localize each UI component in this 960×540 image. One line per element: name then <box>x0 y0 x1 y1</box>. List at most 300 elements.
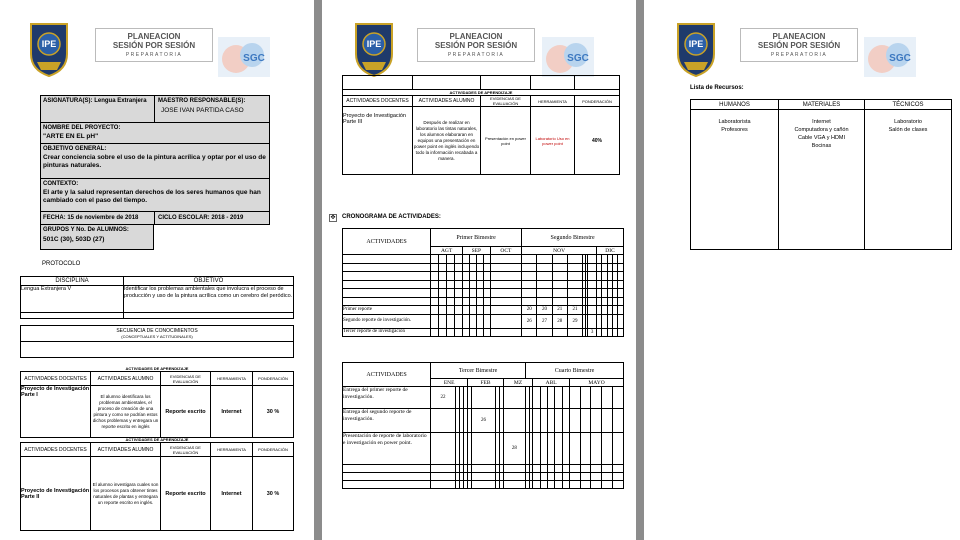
secuencia-table <box>20 325 294 358</box>
humanos-item: Profesores <box>721 127 748 133</box>
recursos-title: Lista de Recursos: <box>690 85 744 91</box>
crono2-grid-cell <box>472 433 496 465</box>
act3-title: ACTIVIDADES DE APRENDIZAJE <box>343 90 620 96</box>
header-line3: PREPARATORIA <box>125 52 183 58</box>
objetivo-value: Crear conciencia sobre el uso de la pintura acrílica y optar por el uso de pinturas naturales. <box>43 154 266 169</box>
crono2-grid-cell <box>612 387 623 409</box>
crono2-grid-cell <box>591 409 602 433</box>
crono1-grid-cell <box>490 306 522 315</box>
crono2-activity-cell <box>343 481 431 489</box>
col-herramienta-3: HERRAMIENTA <box>531 96 575 107</box>
crono1-grid-cell <box>470 297 477 306</box>
crono1-activity-cell <box>343 289 431 298</box>
crono2-grid-cell <box>580 433 591 465</box>
disciplina-table <box>20 276 294 319</box>
crono2-grid-cell <box>612 481 623 489</box>
crono1-grid-cell <box>552 289 567 298</box>
sgc-logo-icon <box>218 37 270 77</box>
crono1-grid-cell <box>588 289 597 298</box>
crono1-grid-cell <box>455 263 463 272</box>
cronograma-table-2 <box>342 362 624 489</box>
month-agt: AGT <box>431 247 463 255</box>
crono1-grid-cell <box>470 263 477 272</box>
crono2-grid-cell <box>591 481 602 489</box>
row2-alumno: El alumno investigara cuales son los procesos para obtener tintes naturales de plantas y entregara un reporte escrito en inglés. <box>91 457 161 531</box>
crono1-grid-cell <box>588 255 597 264</box>
col-docentes-3: ACTIVIDADES DOCENTES <box>343 96 413 107</box>
crono2-grid-cell: 22 <box>431 387 456 409</box>
crono1-grid-cell <box>537 272 552 281</box>
crono2-grid-cell <box>555 481 562 489</box>
crono1-grid-cell <box>552 255 567 264</box>
month-dic: DIC <box>597 247 624 255</box>
crono2-grid-cell <box>612 465 623 473</box>
crono2-grid-cell <box>547 481 554 489</box>
crono1-grid-cell <box>552 297 567 306</box>
crono1-grid-cell <box>431 306 439 315</box>
objetivo-disc-value: Identificar los problemas ambientales que involucra el proceso de producción y uso de la pintura acrílica como un cerebro del peródico. <box>124 286 294 313</box>
crono2-grid-cell <box>472 465 496 473</box>
crono2-grid-cell <box>431 473 456 481</box>
crono2-grid-cell <box>580 409 591 433</box>
crono2-grid-cell <box>570 473 581 481</box>
crono1-grid-cell: 28 <box>552 314 567 328</box>
col-docentes: ACTIVIDADES DOCENTES <box>21 372 91 386</box>
crono1-grid-cell <box>522 255 537 264</box>
crono1-activity-cell: Segundo reporte de investigación. <box>343 314 431 328</box>
crono1-grid-cell <box>476 255 483 264</box>
crono1-grid-cell <box>463 272 470 281</box>
crono2-activity-cell: Entrega del primer reporte de investigación. <box>343 387 431 409</box>
document-page-2 <box>322 0 636 540</box>
crono1-grid-cell <box>455 255 463 264</box>
ipe-logo-icon-2 <box>352 18 396 78</box>
col-alumno-3: ACTIVIDADES ALUMNO <box>413 96 481 107</box>
crono2-grid-cell <box>591 433 602 465</box>
crono1-grid-cell <box>567 272 582 281</box>
col-ponderacion: PONDERACIÓN <box>253 372 294 386</box>
crono1-grid-cell <box>618 280 624 289</box>
crono2-grid-cell <box>580 387 591 409</box>
crono1-grid-cell: 20 <box>522 306 537 315</box>
header-box-3 <box>740 28 858 62</box>
crono2-grid-cell <box>555 387 562 409</box>
cuarto-bimestre: Cuarto Bimestre <box>526 363 624 379</box>
month-sep: SEP <box>463 247 490 255</box>
row1-docente: Proyecto de Investigación Parte I <box>21 386 91 438</box>
crono2-grid-cell <box>562 473 570 481</box>
crono1-grid-cell <box>618 255 624 264</box>
move-handle-icon[interactable]: ✥ <box>330 215 336 221</box>
svg-text:IPE: IPE <box>366 39 382 49</box>
crono2-grid-cell <box>580 481 591 489</box>
crono2-activity-cell <box>343 473 431 481</box>
row2-evidencia: Reporte escrito <box>161 457 211 531</box>
crono1-activity-cell <box>343 255 431 264</box>
crono1-grid-cell <box>537 289 552 298</box>
row1-ponderacion: 30 % <box>253 386 294 438</box>
crono1-grid-cell <box>588 306 597 315</box>
crono1-grid-cell <box>455 306 463 315</box>
crono2-grid-cell <box>431 409 456 433</box>
protocolo-label: PROTOCOLO <box>42 261 81 267</box>
crono2-grid-cell <box>612 473 623 481</box>
crono2-grid-cell <box>533 433 540 465</box>
crono2-grid-cell <box>533 481 540 489</box>
crono1-grid-cell <box>431 255 439 264</box>
crono1-grid-cell <box>588 297 597 306</box>
crono2-grid-cell <box>503 465 525 473</box>
crono1-grid-cell <box>470 314 477 328</box>
crono2-grid-cell <box>431 465 456 473</box>
crono2-activity-cell: Presentación de reporte de laboratorio e investigación en power point. <box>343 433 431 465</box>
secuencia-sub: (CONCEPTUALES Y ACTITUDINALES) <box>121 333 193 339</box>
fecha-block <box>40 211 270 225</box>
crono1-grid-cell <box>439 328 447 337</box>
col-herramienta-2: HERRAMIENTA <box>211 443 253 457</box>
sgc-logo-icon-2 <box>542 37 594 77</box>
crono1-grid-cell <box>522 263 537 272</box>
materiales-cell <box>779 110 865 250</box>
crono1-grid-cell: 26 <box>522 314 537 328</box>
col-alumno: ACTIVIDADES ALUMNO <box>91 372 161 386</box>
col-docentes-2: ACTIVIDADES DOCENTES <box>21 443 91 457</box>
crono1-grid-cell <box>567 297 582 306</box>
materiales-item: Bocinas <box>811 143 832 149</box>
crono2-grid-cell <box>431 433 456 465</box>
grupos-label: GRUPOS Y No. De ALUMNOS: <box>43 227 129 233</box>
crono1-grid-cell <box>483 272 490 281</box>
materiales-item: Computadora y cañón <box>794 127 849 133</box>
crono1-grid-cell <box>447 314 455 328</box>
col-evidencias: EVIDENCIAS DE EVALUACIÓN <box>161 372 211 386</box>
crono2-grid-cell <box>580 473 591 481</box>
crono1-activity-cell: Primer reporte <box>343 306 431 315</box>
crono1-grid-cell <box>431 280 439 289</box>
crono1-grid-cell <box>447 255 455 264</box>
tecnicos-cell <box>865 110 952 250</box>
contexto-block <box>40 178 270 212</box>
crono1-grid-cell <box>618 263 624 272</box>
crono1-grid-cell: 29 <box>567 314 582 328</box>
crono1-grid-cell <box>490 314 522 328</box>
crono2-grid-cell <box>503 481 525 489</box>
col-ponderacion-2: PONDERACIÓN <box>253 443 294 457</box>
crono2-grid-cell <box>503 387 525 409</box>
crono1-grid-cell <box>537 280 552 289</box>
proyecto-block <box>40 122 270 144</box>
month-mz: MZ <box>503 379 532 387</box>
month-feb: FEB <box>468 379 503 387</box>
crono1-grid-cell <box>618 314 624 328</box>
actividades-table-2 <box>20 442 294 531</box>
crono1-grid-cell <box>470 255 477 264</box>
crono2-grid-cell <box>540 387 547 409</box>
grupos-value: 501C (30), 503D (27) <box>43 236 105 243</box>
crono1-grid-cell <box>618 289 624 298</box>
objetivo-block <box>40 143 270 179</box>
crono1-grid-cell <box>455 297 463 306</box>
recursos-table <box>690 99 952 250</box>
crono1-grid-cell <box>588 272 597 281</box>
crono2-grid-cell <box>555 465 562 473</box>
header-line1: PLANEACION <box>127 32 181 41</box>
crono1-grid-cell <box>483 280 490 289</box>
crono1-grid-cell <box>537 297 552 306</box>
cronograma-title: CRONOGRAMA DE ACTIVIDADES: <box>342 214 441 220</box>
crono1-grid-cell <box>447 263 455 272</box>
crono1-grid-cell <box>455 272 463 281</box>
crono1-grid-cell <box>522 297 537 306</box>
col-herramienta: HERRAMIENTA <box>211 372 253 386</box>
crono1-grid-cell <box>447 328 455 337</box>
crono1-grid-cell <box>618 328 624 337</box>
row3-alumno: Después de realizar en laboratorio las tintas naturales, los alumnos elaboraran en equipos una presentación en power point en inglés incluyendo todo la información recabada a manera. <box>413 107 481 175</box>
col-ponderacion-3: PONDERACIÓN <box>575 96 620 107</box>
crono2-grid-cell <box>602 387 613 409</box>
info-block-1 <box>40 95 270 123</box>
materiales-item: Internet <box>812 119 831 125</box>
crono2-grid-cell <box>540 473 547 481</box>
crono2-grid-cell <box>591 387 602 409</box>
crono2-grid-cell <box>547 465 554 473</box>
tecnicos-item: Salón de clases <box>888 127 928 133</box>
crono2-grid-cell <box>562 433 570 465</box>
month-oct: OCT <box>490 247 522 255</box>
crono1-grid-cell <box>588 280 597 289</box>
crono1-grid-cell <box>470 280 477 289</box>
maestro-name: JOSE IVAN PARTIDA CASO <box>161 107 244 114</box>
crono1-grid-cell <box>567 280 582 289</box>
crono1-grid-cell <box>447 289 455 298</box>
crono1-grid-cell <box>483 263 490 272</box>
t1-actividades-header: ACTIVIDADES <box>343 229 431 255</box>
col-alumno-2: ACTIVIDADES ALUMNO <box>91 443 161 457</box>
crono1-grid-cell <box>447 272 455 281</box>
crono1-grid-cell: 3 <box>588 328 597 337</box>
ipe-logo-icon <box>27 18 71 78</box>
crono1-grid-cell <box>483 314 490 328</box>
crono2-grid-cell <box>540 433 547 465</box>
crono2-grid-cell <box>602 481 613 489</box>
month-mayo: MAYO <box>570 379 624 387</box>
crono1-grid-cell <box>455 314 463 328</box>
crono1-grid-cell <box>490 328 522 337</box>
crono1-grid-cell <box>463 263 470 272</box>
crono1-grid-cell <box>463 297 470 306</box>
crono2-activity-cell: Entrega del segundo reporte de investigación. <box>343 409 431 433</box>
t2-actividades-header: ACTIVIDADES <box>343 363 431 387</box>
crono1-grid-cell <box>476 263 483 272</box>
crono1-grid-cell <box>439 306 447 315</box>
crono1-grid-cell <box>463 306 470 315</box>
crono2-grid-cell <box>555 473 562 481</box>
crono1-grid-cell: 20 <box>537 306 552 315</box>
crono2-grid-cell <box>540 409 547 433</box>
header-line2-3: SESIÓN POR SESIÓN <box>757 41 841 50</box>
crono2-grid-cell <box>472 473 496 481</box>
humanos-cell <box>691 110 779 250</box>
crono1-grid-cell <box>537 255 552 264</box>
crono1-grid-cell: 27 <box>537 314 552 328</box>
month-ene: ENE <box>431 379 468 387</box>
crono1-grid-cell <box>463 289 470 298</box>
proyecto-value: "ARTE EN EL pH" <box>43 133 99 140</box>
crono1-grid-cell <box>552 272 567 281</box>
row2-ponderacion: 30 % <box>253 457 294 531</box>
crono1-grid-cell <box>476 306 483 315</box>
crono2-grid-cell <box>540 481 547 489</box>
objetivo-label: OBJETIVO GENERAL: <box>43 146 107 152</box>
act1-title: ACTIVIDADES DE APRENDIZAJE <box>125 366 189 371</box>
crono1-grid-cell <box>455 328 463 337</box>
crono2-activity-cell <box>343 465 431 473</box>
crono1-grid-cell <box>618 272 624 281</box>
crono2-grid-cell <box>602 433 613 465</box>
crono1-grid-cell <box>483 328 490 337</box>
crono1-grid-cell <box>567 255 582 264</box>
crono2-grid-cell <box>580 465 591 473</box>
sgc-logo-icon-3 <box>864 37 916 77</box>
crono1-grid-cell <box>588 263 597 272</box>
header-box <box>95 28 213 62</box>
crono1-grid-cell <box>483 306 490 315</box>
header-line3-3: PREPARATORIA <box>770 52 828 58</box>
crono2-grid-cell <box>472 481 496 489</box>
crono2-grid-cell <box>533 387 540 409</box>
svg-text:SGC: SGC <box>567 53 589 64</box>
crono1-grid-cell <box>476 328 483 337</box>
crono1-activity-cell <box>343 263 431 272</box>
svg-text:SGC: SGC <box>889 53 911 64</box>
segundo-bimestre: Segundo Bimestre <box>522 229 624 247</box>
document-page-1 <box>0 0 314 540</box>
ipe-logo-icon-3 <box>674 18 718 78</box>
crono1-grid-cell <box>490 272 522 281</box>
disciplina-value: Lengua Extranjera V <box>21 286 124 313</box>
crono1-grid-cell <box>463 328 470 337</box>
contexto-label: CONTEXTO: <box>43 181 79 187</box>
crono1-activity-cell: Tercer reporte de investigación <box>343 328 431 337</box>
crono2-grid-cell <box>562 481 570 489</box>
crono2-grid-cell <box>570 387 581 409</box>
crono2-grid-cell <box>555 433 562 465</box>
col-tecnicos: TÉCNICOS <box>865 100 952 110</box>
svg-text:IPE: IPE <box>688 39 704 49</box>
crono1-grid-cell <box>537 263 552 272</box>
crono1-grid-cell <box>476 272 483 281</box>
crono1-grid-cell <box>483 297 490 306</box>
crono1-grid-cell <box>618 306 624 315</box>
actividades-table-3 <box>342 75 620 175</box>
crono1-activity-cell <box>343 272 431 281</box>
crono1-grid-cell <box>439 280 447 289</box>
crono1-grid-cell: 21 <box>567 306 582 315</box>
crono1-grid-cell <box>439 263 447 272</box>
crono2-grid-cell: 28 <box>503 433 525 465</box>
crono1-grid-cell <box>431 289 439 298</box>
crono1-grid-cell <box>455 289 463 298</box>
row2-herramienta: Internet <box>211 457 253 531</box>
crono1-grid-cell <box>439 314 447 328</box>
objetivo-header: OBJETIVO <box>124 277 294 286</box>
crono1-grid-cell <box>567 263 582 272</box>
crono1-grid-cell <box>463 314 470 328</box>
humanos-item: Laboratorista <box>718 119 751 125</box>
crono2-grid-cell <box>570 409 581 433</box>
crono2-grid-cell <box>602 409 613 433</box>
crono1-activity-cell <box>343 280 431 289</box>
disciplina-header: DISCIPLINA <box>21 277 124 286</box>
crono1-grid-cell <box>490 280 522 289</box>
crono2-grid-cell <box>591 473 602 481</box>
crono2-grid-cell <box>533 465 540 473</box>
month-abl: ABL <box>533 379 570 387</box>
grupos-block <box>40 224 154 250</box>
contexto-value: El arte y la salud representan derechos de los seres humanos que han cambiado con el paso del tiempo. <box>43 189 261 204</box>
col-evidencias-3: EVIDENCIAS DE EVALUACIÓN <box>481 96 531 107</box>
row2-docente: Proyecto de Investigación Parte II <box>21 457 91 531</box>
crono1-grid-cell <box>522 272 537 281</box>
crono2-grid-cell <box>503 473 525 481</box>
cronograma-table-1 <box>342 228 624 337</box>
crono2-grid-cell <box>570 465 581 473</box>
crono1-grid-cell <box>470 306 477 315</box>
ciclo-escolar: CICLO ESCOLAR: 2018 - 2019 <box>158 215 244 221</box>
month-nov: NOV <box>522 247 597 255</box>
header-line2: SESIÓN POR SESIÓN <box>112 41 196 50</box>
crono1-grid-cell <box>490 263 522 272</box>
header-line2-2: SESIÓN POR SESIÓN <box>434 41 518 50</box>
crono1-grid-cell <box>588 314 597 328</box>
crono1-grid-cell <box>567 289 582 298</box>
crono1-grid-cell <box>476 297 483 306</box>
crono2-grid-cell <box>431 481 456 489</box>
crono2-grid-cell <box>533 473 540 481</box>
secuencia-cell <box>21 326 294 342</box>
crono1-grid-cell <box>522 328 537 337</box>
crono1-grid-cell <box>447 297 455 306</box>
crono1-grid-cell <box>476 314 483 328</box>
crono1-grid-cell <box>431 314 439 328</box>
crono2-grid-cell <box>612 433 623 465</box>
crono2-grid-cell <box>547 433 554 465</box>
crono2-grid-cell <box>570 433 581 465</box>
maestro-label: MAESTRO RESPONSABLE(S): <box>158 98 246 104</box>
crono2-grid-cell <box>555 409 562 433</box>
crono2-grid-cell <box>547 409 554 433</box>
crono2-grid-cell <box>547 473 554 481</box>
header-box-2 <box>417 28 535 62</box>
crono2-grid-cell <box>562 465 570 473</box>
crono2-grid-cell <box>612 409 623 433</box>
crono2-grid-cell <box>562 387 570 409</box>
row3-evidencia: Presentación en power point <box>481 107 531 175</box>
col-materiales: MATERIALES <box>779 100 865 110</box>
asignatura-label: ASIGNATURA(S): Lengua Extranjera <box>43 98 147 104</box>
primer-bimestre: Primer Bimestre <box>431 229 522 247</box>
crono2-grid-cell <box>503 409 525 433</box>
crono1-grid-cell <box>552 280 567 289</box>
crono1-grid-cell <box>431 297 439 306</box>
crono1-grid-cell <box>618 297 624 306</box>
crono2-grid-cell <box>602 465 613 473</box>
crono2-grid-cell <box>591 465 602 473</box>
crono1-grid-cell <box>476 280 483 289</box>
crono2-grid-cell <box>540 465 547 473</box>
crono1-grid-cell <box>463 280 470 289</box>
crono2-grid-cell: 26 <box>472 409 496 433</box>
